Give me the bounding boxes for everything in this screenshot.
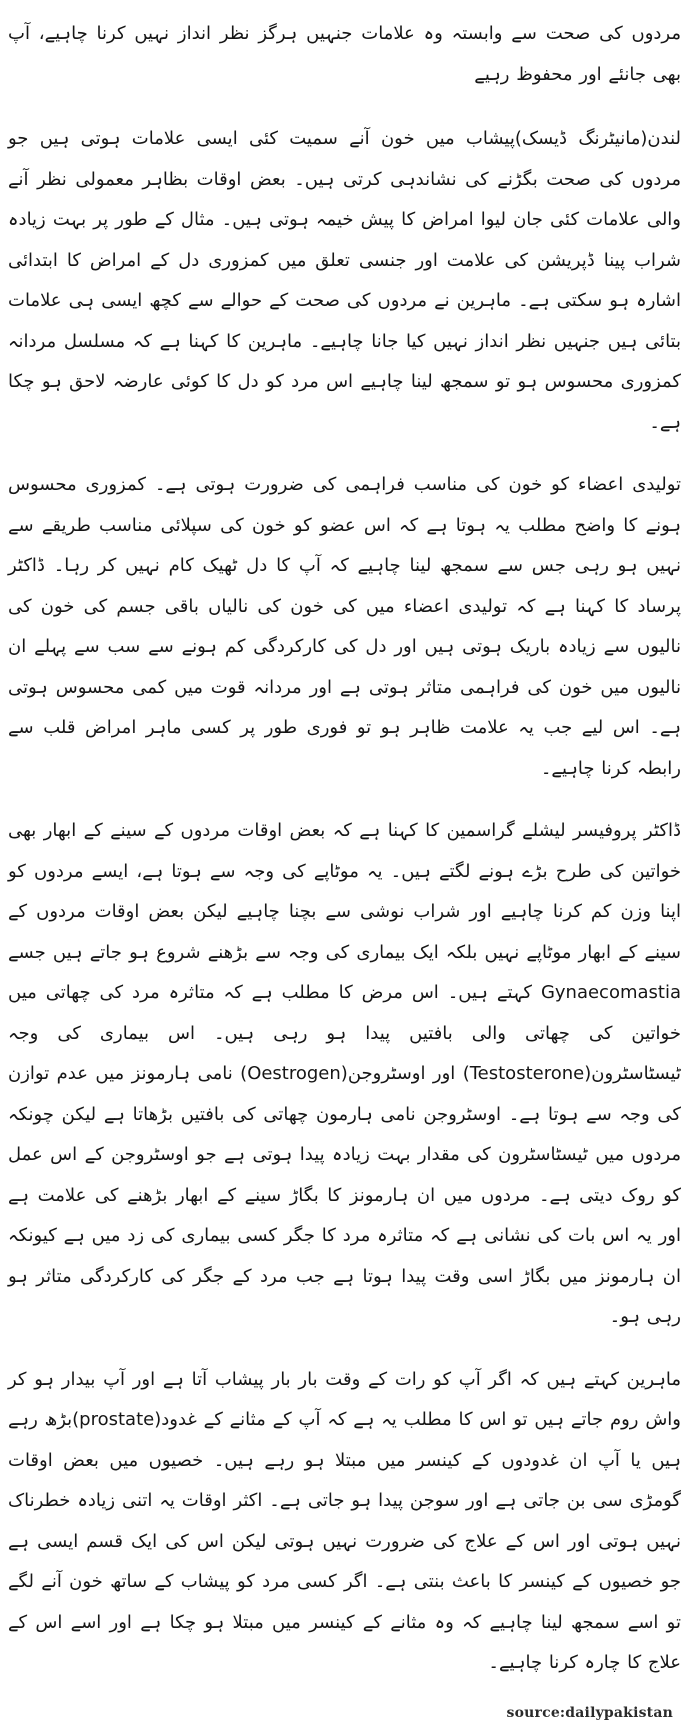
article-paragraph-blood-supply: تولیدی اعضاء کو خون کی مناسب فراہمی کی ضرورت ہوتی ہے۔ کمزوری محسوس ہونے کا واضح مطلب یہ ہوتا ہے کہ اس عضو کو خون کی سپلائی مناسب طریقے سے نہیں ہو رہی جس سے سمجھ لینا چاہیے کہ آپ کا دل ٹھیک کام نہیں کر رہا۔ ڈاکٹر پرساد کا کہنا ہے کہ تولیدی اعضاء میں کی خون کی نالیاں باقی جسم کی خون کی نالیوں سے زیادہ باریک ہوتی ہیں اور دل کی کارکردگی کم ہونے سے سب سے پہلے ان نالیوں میں خون کی فراہمی متاثر ہوتی ہے اور مردانہ قوت میں کمی محسوس ہوتی ہے۔ اس لیے جب یہ علامت ظاہر ہو تو فوری طور پر کسی ماہر امراض قلب سے رابطہ کرنا چاہیے۔ bbox=[8, 474, 681, 779]
article-paragraph-intro: لندن(مانیٹرنگ ڈیسک)پیشاب میں خون آنے سمیت کئی ایسی علامات ہوتی ہیں جو مردوں کی صحت بگڑنے کی نشاندہی کرتی ہیں۔ بعض اوقات بظاہر معمولی نظر آنے والی علامات کئی جان لیوا امراض کا پیش خیمہ ہوتی ہیں۔ مثال کے طور پر بہت زیادہ شراب پینا ڈپریشن کی علامت اور جنسی تعلق میں کمزوری دل کے امراض کا ابتدائی اشارہ ہو سکتی ہے۔ ماہرین نے مردوں کی صحت کے حوالے سے کچھ ایسی ہی علامات بتائی ہیں جنہیں نظر انداز نہیں کیا جانا چاہیے۔ ماہرین کا کہنا ہے کہ مسلسل مردانہ کمزوری محسوس ہو تو سمجھ لینا چاہیے اس مرد کو دل کا کوئی عارضہ لاحق ہو چکا ہے۔ bbox=[8, 128, 681, 433]
source-row bbox=[8, 1698, 681, 1721]
source-attribution: source:dailypakistan bbox=[506, 1704, 673, 1721]
article-headline: مردوں کی صحت سے وابستہ وہ علامات جنہیں ہرگز نظر انداز نہیں کرنا چاہیے، آپ بھی جانئے اور محفوظ رہیے bbox=[8, 23, 681, 85]
article-paragraph-prostate: ماہرین کہتے ہیں کہ اگر آپ کو رات کے وقت بار بار پیشاب آتا ہے اور آپ بیدار ہو کر واش روم جاتے ہیں تو اس کا مطلب یہ ہے کہ آپ کے مثانے کے غدود(prostate)بڑھ رہے ہیں یا آپ ان غدودوں کے کینسر میں مبتلا ہو رہے ہیں۔ خصیوں میں بعض اوقات گومڑی سی بن جاتی ہے اور سوجن پیدا ہو جاتی ہے۔ اکثر اوقات یہ اتنی زیادہ خطرناک نہیں ہوتی اور اس کے علاج کی ضرورت نہیں ہوتی لیکن اس کی ایک قسم ایسی ہے جو خصیوں کے کینسر کا باعث بنتی ہے۔ اگر کسی مرد کو پیشاب کے ساتھ خون آنے لگے تو اسے سمجھ لینا چاہیے کہ وہ مثانے کے کینسر میں مبتلا ہو چکا ہے اور اسے اس کے علاج کا چارہ کرنا چاہیے۔ bbox=[8, 1368, 681, 1673]
article-paragraph-gynaecomastia: ڈاکٹر پروفیسر لیشلے گراسمین کا کہنا ہے کہ بعض اوقات مردوں کے سینے کے ابھار بھی خواتین کی طرح بڑے ہونے لگتے ہیں۔ یہ موٹاپے کی وجہ سے ہوتا ہے، ایسے مردوں کو اپنا وزن کم کرنا چاہیے اور شراب نوشی سے بچنا چاہیے لیکن بعض اوقات مردوں کے سینے کے ابھار موٹاپے نہیں بلکہ ایک بیماری کی وجہ سے بڑھنے شروع ہو جاتے ہیں جسے Gynaecomastia کہتے ہیں۔ اس مرض کا مطلب ہے کہ متاثرہ مرد کی چھاتی میں خواتین کی چھاتی والی بافتیں پیدا ہو رہی ہیں۔ اس بیماری کی وجہ ٹیسٹاسٹرون(Testosterone) اور اوسٹروجن(Oestrogen) نامی ہارمونز میں عدم توازن کی وجہ سے ہوتا ہے۔ اوسٹروجن نامی ہارمون چھاتی کی بافتیں بڑھاتا ہے لیکن چونکہ مردوں میں ٹیسٹاسٹرون کی مقدار بہت زیادہ پیدا ہوتی ہے جو اوسٹروجن کے اس عمل کو روک دیتی ہے۔ مردوں میں ان ہارمونز کا بگاڑ سینے کے ابھار بڑھنے کی علامت ہے اور یہ اس بات کی نشانی ہے کہ متاثرہ مرد کا جگر کسی بیماری کی زد میں ہے کیونکہ ان ہارمونز میں بگاڑ اسی وقت پیدا ہوتا ہے جب مرد کے جگر کی کارکردگی متاثر ہو رہی ہو۔ bbox=[8, 820, 681, 1327]
